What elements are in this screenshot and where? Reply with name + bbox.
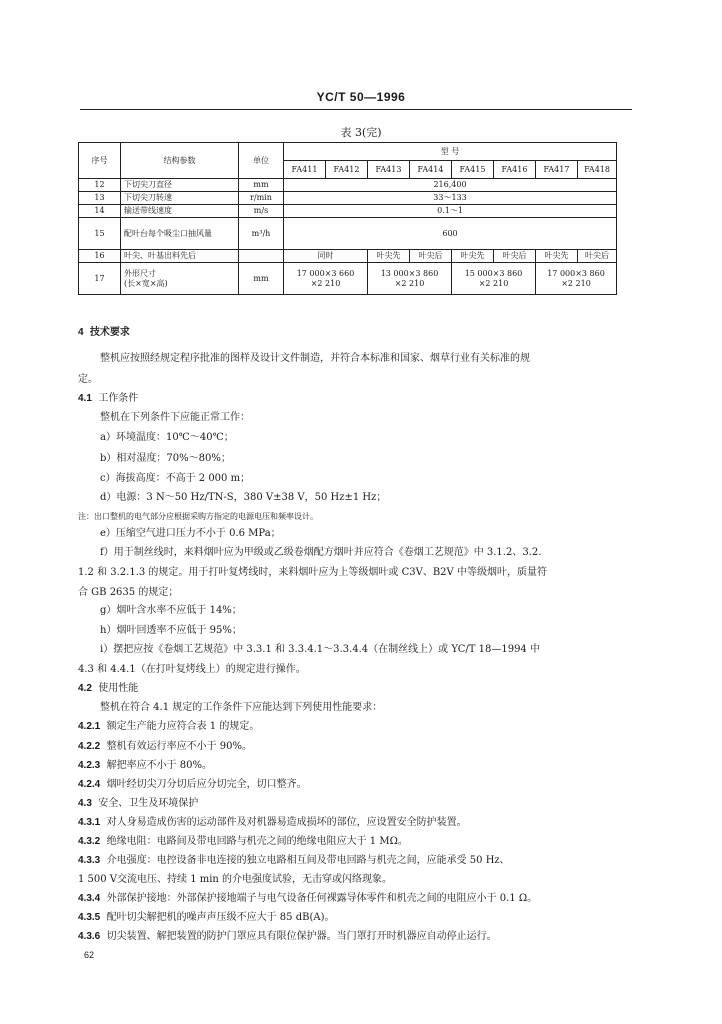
- table-row: [79, 263, 617, 295]
- model-cell: FA411: [284, 161, 326, 179]
- row-value: 33～133: [284, 192, 617, 205]
- section-4-3-heading: [78, 797, 198, 811]
- clause-text: 切尖装置、解把装置的防护门罩应具有限位保护器。当门罩打开时机器应自动停止运行。: [106, 931, 497, 942]
- dim-line: ×2 210: [310, 278, 341, 288]
- row-unit: [239, 250, 284, 263]
- row-cell: 叶尖后: [578, 250, 617, 263]
- list-item: d）电源：3 N～50 Hz/TN-S，380 V±38 V，50 Hz±1 Hz；: [100, 492, 387, 503]
- row-param: 下切尖刀直径: [121, 179, 239, 192]
- row-param: 输送带线速度: [121, 205, 239, 218]
- row-no: 12: [79, 179, 121, 192]
- dim-line: 17 000×3 660: [296, 269, 355, 279]
- standard-code-header: YC/T 50—1996: [316, 90, 406, 104]
- row-no: 17: [79, 263, 121, 295]
- row-unit: mm: [239, 263, 284, 295]
- clause-text-continued: 1 500 V交流电压、持续 1 min 的介电强度试验，无击穿或闪络现象。: [78, 874, 393, 885]
- row-param: 叶尖、叶基出料先后: [121, 250, 239, 263]
- row-cell: 叶尖后: [410, 250, 452, 263]
- row-unit: m³/h: [239, 218, 284, 250]
- row-no: 15: [79, 218, 121, 250]
- section-4-1-heading: [78, 392, 138, 406]
- list-item-continued: 合 GB 2635 的规定；: [78, 587, 179, 598]
- note: 注：出口整机的电气部分应根据采购方指定的电源电压和频率设计。: [78, 512, 318, 521]
- section-title: 工作条件: [98, 393, 139, 404]
- clause-number: 4.3.5: [78, 912, 101, 923]
- clause-number: 4.2.1: [78, 721, 101, 732]
- table-row: [79, 218, 617, 250]
- section-number: 4.3: [78, 798, 92, 809]
- list-item-continued: 1.2 和 3.2.1.3 的规定。用于打叶复烤线时，来料烟叶应为上等级烟叶或 C3V、B2V 中等级烟叶，质量符: [78, 567, 547, 578]
- clause-text: 配叶切尖解把机的噪声声压级不应大于 85 dB(A)。: [106, 912, 335, 923]
- row-no: 14: [79, 205, 121, 218]
- clause-number: 4.3.6: [78, 931, 101, 942]
- list-item: a）环境温度：10℃～40℃；: [100, 432, 234, 443]
- clause: [78, 778, 307, 792]
- table-row: [79, 179, 617, 192]
- clause-number: 4.2.3: [78, 760, 101, 771]
- clause: [78, 911, 334, 925]
- clause-text: 整机有效运行率应不小于 90%。: [106, 741, 253, 752]
- section-title: 技术要求: [89, 327, 130, 338]
- list-item-continued: 4.3 和 4.4.1（在打叶复烤线上）的规定进行操作。: [78, 664, 306, 675]
- clause-number: 4.2.2: [78, 741, 101, 752]
- clause-text: 介电强度：电控设备非电连接的独立电路相互间及带电回路与机壳之间，应能承受 50 Hz、: [106, 855, 510, 866]
- row-cell: 叶尖后: [494, 250, 536, 263]
- clause-text: 对人身易造成伤害的运动部件及对机器易造成损坏的部位，应设置安全防护装置。: [106, 817, 467, 828]
- row-value: 0.1～1: [284, 205, 617, 218]
- clause-number: 4.3.4: [78, 893, 101, 904]
- row-cell: 同时: [284, 250, 368, 263]
- row-unit: m/s: [239, 205, 284, 218]
- table-row: [79, 250, 617, 263]
- dim-cell: [452, 263, 536, 295]
- model-cell: FA417: [536, 161, 578, 179]
- spec-table: [78, 142, 617, 295]
- row-param: [121, 263, 239, 295]
- section-number: 4: [78, 327, 84, 338]
- param-line: 外形尺寸: [124, 269, 156, 279]
- clause: [78, 892, 537, 906]
- paragraph: 定。: [78, 374, 98, 385]
- paragraph: 整机应按照经规定程序批准的图样及设计文件制造，并符合本标准和国家、烟草行业有关标准的规: [100, 353, 530, 364]
- paragraph: 整机在符合 4.1 规定的工作条件下应能达到下列使用性能要求：: [100, 702, 383, 713]
- list-item: h）烟叶回透率不应低于 95%；: [100, 625, 242, 636]
- model-cell: FA413: [368, 161, 410, 179]
- header-unit: 单位: [239, 143, 284, 179]
- clause-text: 额定生产能力应符合表 1 的规定。: [106, 721, 260, 732]
- model-cell: FA418: [578, 161, 617, 179]
- row-cell: 叶尖先: [368, 250, 410, 263]
- section-4-2-heading: [78, 682, 138, 696]
- dim-line: 15 000×3 860: [464, 269, 523, 279]
- row-no: 13: [79, 192, 121, 205]
- clause-text: 烟叶经切尖刀分切后应分切完全，切口整齐。: [106, 779, 307, 790]
- section-4-heading: [78, 326, 130, 340]
- row-cell: 叶尖先: [536, 250, 578, 263]
- row-param: 配叶台每个吸尘口抽风量: [121, 218, 239, 250]
- dim-line: 17 000×3 860: [547, 269, 605, 279]
- clause: [78, 854, 510, 868]
- dim-line: ×2 210: [561, 278, 591, 288]
- row-param: 下切尖刀转速: [121, 192, 239, 205]
- clause: [78, 816, 467, 830]
- row-unit: mm: [239, 179, 284, 192]
- dim-line: ×2 210: [478, 278, 509, 288]
- dim-line: 13 000×3 860: [380, 269, 439, 279]
- model-cell: FA415: [452, 161, 494, 179]
- table-caption: 表 3(完): [340, 126, 382, 139]
- clause-number: 4.2.4: [78, 779, 101, 790]
- dim-cell: [284, 263, 368, 295]
- clause-text: 解把率应不小于 80%。: [106, 760, 213, 771]
- section-title: 使用性能: [98, 683, 139, 694]
- page-number: 62: [84, 950, 95, 960]
- row-value: 216,400: [284, 179, 617, 192]
- model-cell: FA414: [410, 161, 452, 179]
- section-number: 4.1: [78, 393, 92, 404]
- paragraph: 整机在下列条件下应能正常工作：: [100, 412, 250, 423]
- param-line: (长×宽×高): [124, 278, 168, 288]
- clause: [78, 740, 252, 754]
- clause: [78, 835, 408, 849]
- table-row: [79, 192, 617, 205]
- row-cell: 叶尖先: [452, 250, 494, 263]
- table-row: [79, 205, 617, 218]
- list-item: c）海拔高度：不高于 2 000 m；: [100, 473, 251, 484]
- dim-line: ×2 210: [394, 278, 425, 288]
- dim-cell: [368, 263, 452, 295]
- header-param: 结构参数: [121, 143, 239, 179]
- model-cell: FA412: [326, 161, 368, 179]
- header-no: 序号: [79, 143, 121, 179]
- list-item: b）相对湿度：70%～80%；: [100, 453, 231, 464]
- clause: [78, 930, 497, 944]
- dim-cell: [536, 263, 617, 295]
- clause-number: 4.3.2: [78, 836, 101, 847]
- header-model: 型 号: [284, 143, 617, 161]
- list-item: i）摆把应按《卷烟工艺规范》中 3.3.1 和 3.3.4.1～3.3.4.4（在制丝线上）或 YC/T 18—1994 中: [100, 644, 540, 655]
- list-item: e）压缩空气进口压力不小于 0.6 MPa；: [100, 528, 281, 539]
- clause-number: 4.3.1: [78, 817, 101, 828]
- table-header-row: [79, 143, 617, 161]
- clause: [78, 759, 212, 773]
- section-title: 安全、卫生及环境保护: [98, 798, 199, 809]
- list-item: f）用于制丝线时，来料烟叶应为甲级或乙级卷烟配方烟叶并应符合《卷烟工艺规范》中 3.1.2、3.2.: [100, 547, 542, 558]
- clause-text: 绝缘电阻：电路间及带电回路与机壳之间的绝缘电阻应大于 1 MΩ。: [106, 836, 408, 847]
- clause-number: 4.3.3: [78, 855, 101, 866]
- list-item: g）烟叶含水率不应低于 14%；: [100, 605, 242, 616]
- clause: [78, 720, 259, 734]
- header-rule: [80, 109, 632, 110]
- row-unit: r/min: [239, 192, 284, 205]
- section-number: 4.2: [78, 683, 92, 694]
- row-value: 600: [284, 218, 617, 250]
- row-no: 16: [79, 250, 121, 263]
- clause-text: 外部保护接地：外部保护接地端子与电气设备任何裸露导体零件和机壳之间的电阻应小于 0.1 Ω。: [106, 893, 538, 904]
- model-cell: FA416: [494, 161, 536, 179]
